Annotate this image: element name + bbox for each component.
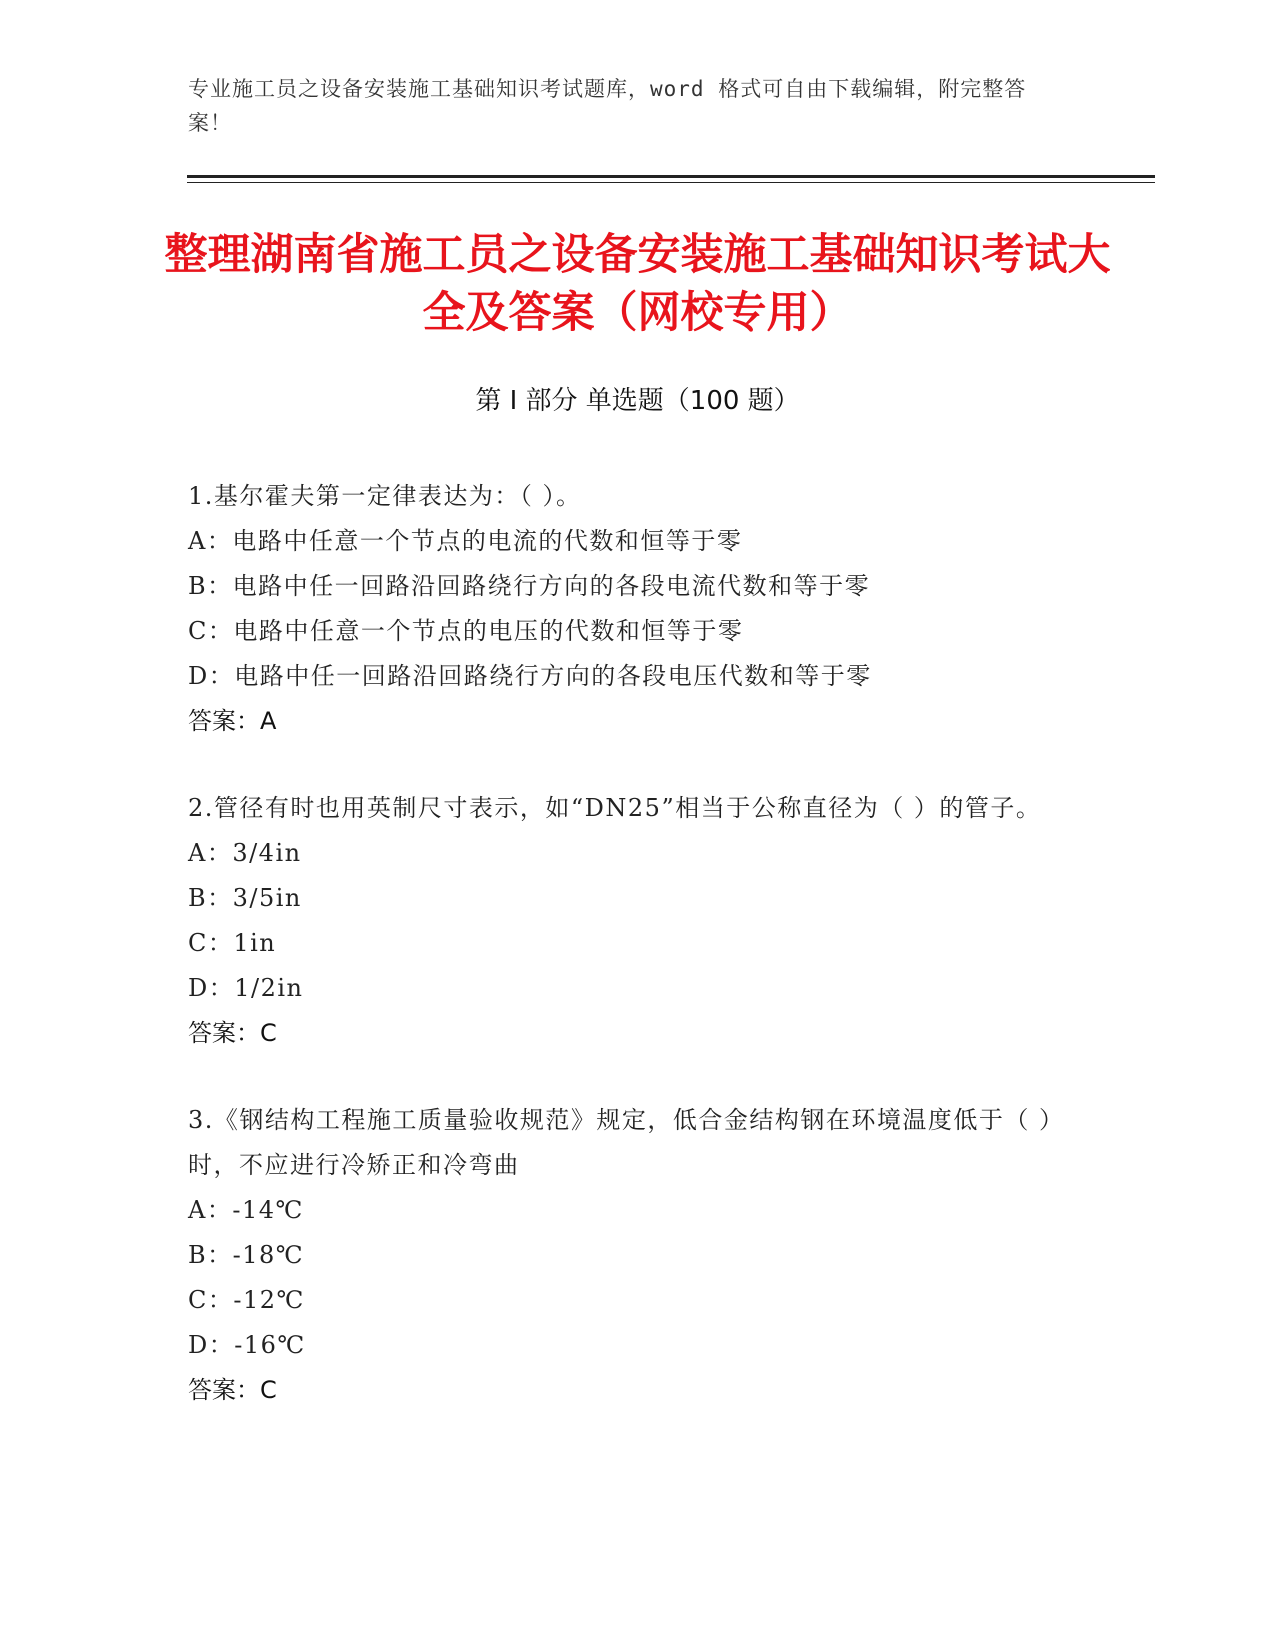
option-d: D：电路中任一回路沿回路绕行方向的各段电压代数和等于零 bbox=[188, 662, 872, 690]
option-a: A：-14℃ bbox=[188, 1196, 304, 1224]
header-note: 专业施工员之设备安装施工基础知识考试题库，word 格式可自由下载编辑，附完整答案！ bbox=[188, 77, 1027, 135]
option-d: D：1/2in bbox=[188, 974, 304, 1002]
option-b: B：3/5in bbox=[188, 884, 302, 912]
question-list bbox=[188, 474, 1088, 1455]
section-title: 第 I 部分 单选题（100 题） bbox=[475, 386, 800, 416]
option-a: A：电路中任意一个节点的电流的代数和恒等于零 bbox=[188, 527, 743, 555]
answer-label: 答案：A bbox=[188, 707, 277, 735]
option-a: A：3/4in bbox=[188, 839, 302, 867]
option-c: C：1in bbox=[188, 929, 277, 957]
answer-label: 答案：C bbox=[188, 1376, 277, 1404]
option-b: B：电路中任一回路沿回路绕行方向的各段电流代数和等于零 bbox=[188, 572, 871, 600]
option-d: D：-16℃ bbox=[188, 1331, 306, 1359]
option-b: B：-18℃ bbox=[188, 1241, 305, 1269]
document-title: 整理湖南省施工员之设备安装施工基础知识考试大全及答案（网校专用） bbox=[164, 230, 1111, 338]
header-rule-thin bbox=[187, 182, 1155, 183]
question-text: 2.管径有时也用英制尺寸表示，如“DN25”相当于公称直径为（ ）的管子。 bbox=[188, 794, 1042, 822]
answer-label: 答案：C bbox=[188, 1019, 277, 1047]
header-rule-thick bbox=[187, 175, 1155, 178]
question-3 bbox=[188, 1098, 1088, 1413]
option-c: C：电路中任意一个节点的电压的代数和恒等于零 bbox=[188, 617, 744, 645]
question-2 bbox=[188, 786, 1088, 1056]
option-c: C：-12℃ bbox=[188, 1286, 305, 1314]
question-text: 1.基尔霍夫第一定律表达为：（ ）。 bbox=[188, 482, 582, 510]
question-1 bbox=[188, 474, 1088, 744]
question-text: 3.《钢结构工程施工质量验收规范》规定，低合金结构钢在环境温度低于（ ）时，不应进行冷矫正和冷弯曲 bbox=[188, 1106, 1065, 1179]
